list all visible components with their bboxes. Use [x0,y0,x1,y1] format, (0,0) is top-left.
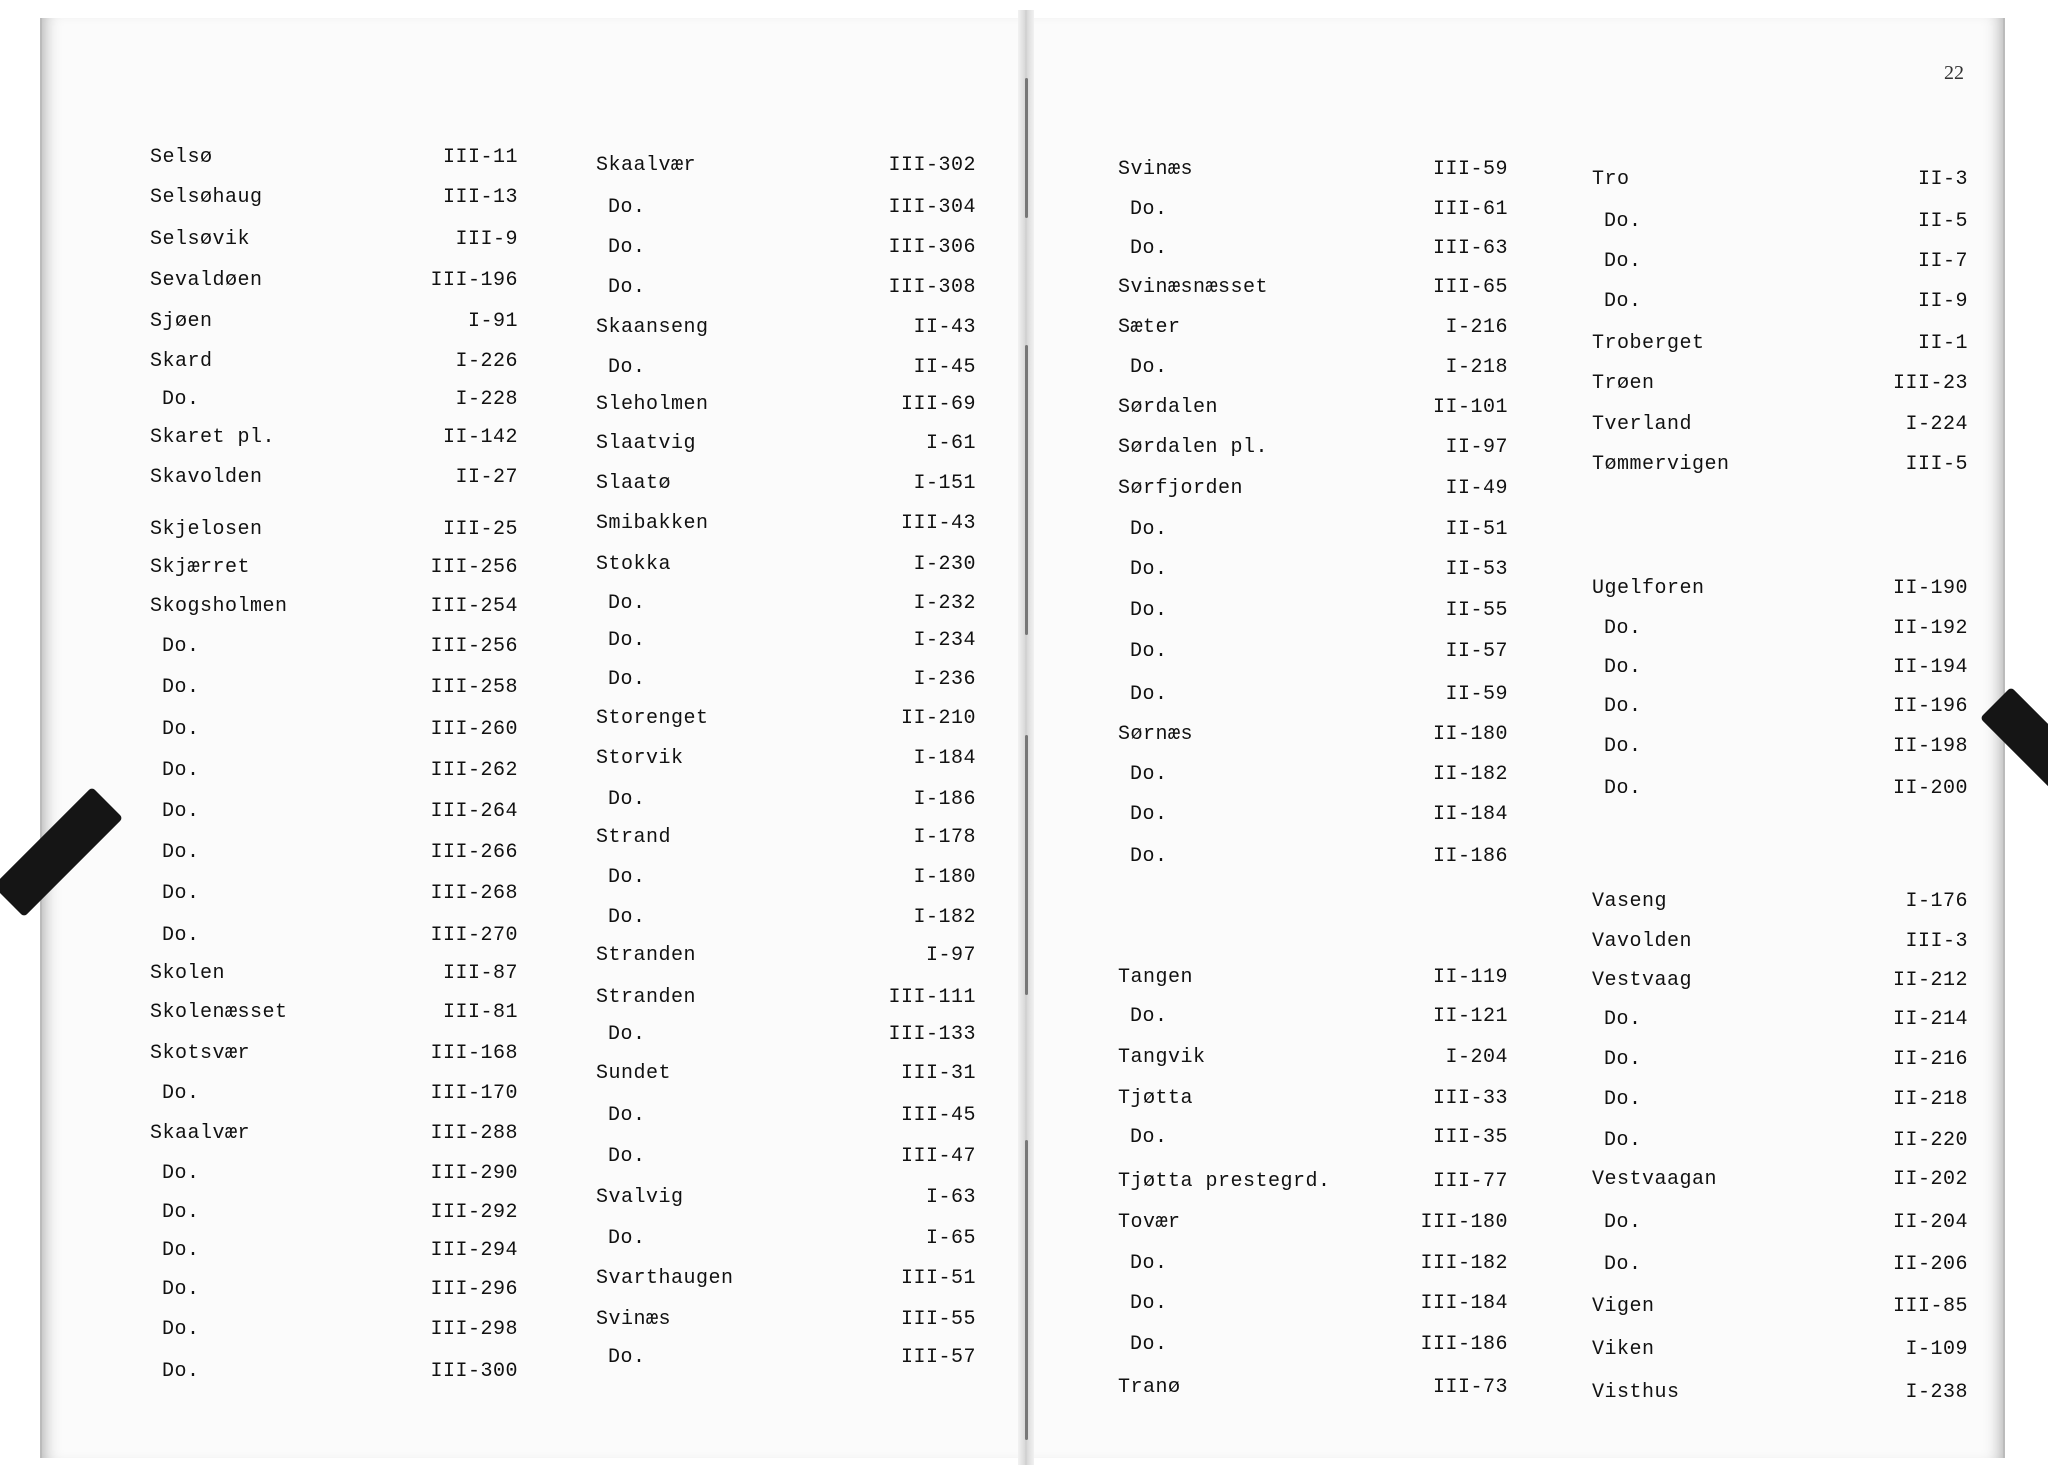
place-name: Smibakken [596,512,709,535]
place-name: Do. [1130,1126,1168,1149]
place-name: Stranden [596,944,697,967]
place-name: Selsø [150,146,213,169]
place-name: Sørdalen [1118,396,1219,419]
volume-reference: II-55 [1445,599,1509,622]
place-name: Skolen [150,962,226,985]
place-name: Tranø [1118,1376,1181,1399]
place-name: Vaseng [1592,890,1668,913]
place-name: Stranden [596,986,697,1009]
volume-reference: I-65 [926,1227,977,1250]
place-name: Do. [162,1318,200,1341]
volume-reference: I-176 [1905,890,1969,913]
place-name: Do. [1130,518,1168,541]
volume-reference: II-196 [1893,695,1969,718]
volume-reference: II-27 [455,466,519,489]
volume-reference: III-45 [901,1104,977,1127]
volume-reference: II-119 [1433,966,1509,989]
place-name: Do. [1130,803,1168,826]
volume-reference: III-186 [1420,1333,1509,1356]
volume-reference: III-260 [430,718,519,741]
volume-reference: III-77 [1433,1170,1509,1193]
volume-reference: II-214 [1893,1008,1969,1031]
volume-reference: III-306 [888,236,977,259]
volume-reference: III-5 [1905,453,1969,476]
place-name: Do. [608,629,646,652]
volume-reference: I-218 [1445,356,1509,379]
volume-reference: I-151 [913,472,977,495]
place-name: Do. [162,1082,200,1105]
volume-reference: III-264 [430,800,519,823]
place-name: Do. [1604,777,1642,800]
place-name: Sevaldøen [150,269,263,292]
volume-reference: II-184 [1433,803,1509,826]
place-name: Do. [1130,640,1168,663]
place-name: Ugelforen [1592,577,1705,600]
place-name: Do. [608,356,646,379]
volume-reference: III-270 [430,924,519,947]
place-name: Do. [1604,250,1642,273]
place-name: Skaanseng [596,316,709,339]
place-name: Do. [162,1201,200,1224]
volume-reference: II-212 [1893,969,1969,992]
volume-reference: III-85 [1893,1295,1969,1318]
place-name: Svinæs [1118,158,1194,181]
place-name: Do. [608,1346,646,1369]
volume-reference: II-182 [1433,763,1509,786]
place-name: Do. [1604,1008,1642,1031]
place-name: Svalvig [596,1186,684,1209]
place-name: Do. [608,1227,646,1250]
place-name: Do. [1130,558,1168,581]
volume-reference: III-294 [430,1239,519,1262]
volume-reference: II-192 [1893,617,1969,640]
volume-reference: II-218 [1893,1088,1969,1111]
volume-reference: III-59 [1433,158,1509,181]
place-name: Trøen [1592,372,1655,395]
place-name: Skjelosen [150,518,263,541]
volume-reference: III-296 [430,1278,519,1301]
place-name: Sjøen [150,310,213,333]
place-name: Tverland [1592,413,1693,436]
volume-reference: II-1 [1918,332,1969,355]
place-name: Do. [608,866,646,889]
place-name: Tangvik [1118,1046,1206,1069]
place-name: Do. [608,906,646,929]
place-name: Do. [1604,695,1642,718]
place-name: Do. [1130,1333,1168,1356]
place-name: Sundet [596,1062,672,1085]
place-name: Do. [608,1104,646,1127]
place-name: Tangen [1118,966,1194,989]
place-name: Do. [608,236,646,259]
place-name: Do. [162,759,200,782]
volume-reference: I-234 [913,629,977,652]
volume-reference: I-109 [1905,1338,1969,1361]
place-name: Do. [162,841,200,864]
volume-reference: I-180 [913,866,977,889]
volume-reference: III-55 [901,1308,977,1331]
place-name: Skaret pl. [150,426,276,449]
volume-reference: III-51 [901,1267,977,1290]
place-name: Do. [1604,1048,1642,1071]
place-name: Sørdalen pl. [1118,436,1269,459]
volume-reference: I-230 [913,553,977,576]
place-name: Do. [1130,845,1168,868]
volume-reference: II-204 [1893,1211,1969,1234]
volume-reference: I-236 [913,668,977,691]
place-name: Viken [1592,1338,1655,1361]
volume-reference: II-121 [1433,1005,1509,1028]
volume-reference: III-133 [888,1023,977,1046]
volume-reference: II-210 [901,707,977,730]
volume-reference: III-13 [443,186,519,209]
volume-reference: II-220 [1893,1129,1969,1152]
volume-reference: I-186 [913,788,977,811]
place-name: Do. [1130,1252,1168,1275]
place-name: Do. [162,635,200,658]
volume-reference: III-73 [1433,1376,1509,1399]
place-name: Strand [596,826,672,849]
place-name: Skjærret [150,556,251,579]
volume-reference: III-35 [1433,1126,1509,1149]
volume-reference: III-300 [430,1360,519,1383]
volume-reference: III-258 [430,676,519,699]
volume-reference: III-33 [1433,1087,1509,1110]
place-name: Do. [1130,1005,1168,1028]
place-name: Do. [608,788,646,811]
volume-reference: I-238 [1905,1381,1969,1404]
place-name: Selsøhaug [150,186,263,209]
volume-reference: III-23 [1893,372,1969,395]
volume-reference: III-308 [888,276,977,299]
place-name: Skaalvær [596,154,697,177]
place-name: Storenget [596,707,709,730]
volume-reference: II-57 [1445,640,1509,663]
place-name: Do. [1130,198,1168,221]
binding-stitch [1025,1140,1028,1440]
place-name: Selsøvik [150,228,251,251]
volume-reference: II-200 [1893,777,1969,800]
place-name: Do. [1604,617,1642,640]
volume-reference: III-288 [430,1122,519,1145]
volume-reference: III-57 [901,1346,977,1369]
binding-stitch [1025,345,1028,635]
place-name: Do. [1604,656,1642,679]
place-name: Do. [162,1360,200,1383]
place-name: Tjøtta [1118,1087,1194,1110]
place-name: Do. [1130,599,1168,622]
place-name: Do. [1130,683,1168,706]
volume-reference: III-168 [430,1042,519,1065]
place-name: Vavolden [1592,930,1693,953]
volume-reference: III-61 [1433,198,1509,221]
place-name: Skolenæsset [150,1001,288,1024]
place-name: Do. [162,676,200,699]
volume-reference: II-180 [1433,723,1509,746]
place-name: Do. [608,592,646,615]
volume-reference: II-7 [1918,250,1969,273]
place-name: Do. [608,668,646,691]
volume-reference: III-184 [1420,1292,1509,1315]
volume-reference: III-87 [443,962,519,985]
binding-stitch [1025,735,1028,995]
volume-reference: I-224 [1905,413,1969,436]
volume-reference: I-204 [1445,1046,1509,1069]
volume-reference: I-226 [455,350,519,373]
place-name: Troberget [1592,332,1705,355]
volume-reference: II-9 [1918,290,1969,313]
volume-reference: III-63 [1433,237,1509,260]
place-name: Svinæs [596,1308,672,1331]
volume-reference: II-216 [1893,1048,1969,1071]
place-name: Sørfjorden [1118,477,1244,500]
place-name: Svinæsnæsset [1118,276,1269,299]
volume-reference: II-198 [1893,735,1969,758]
place-name: Slaatvig [596,432,697,455]
volume-reference: III-11 [443,146,519,169]
volume-reference: I-184 [913,747,977,770]
place-name: Skogsholmen [150,595,288,618]
place-name: Do. [162,1239,200,1262]
volume-reference: I-182 [913,906,977,929]
place-name: Tro [1592,168,1630,191]
place-name: Do. [608,276,646,299]
volume-reference: III-298 [430,1318,519,1341]
place-name: Do. [1130,1292,1168,1315]
volume-reference: II-190 [1893,577,1969,600]
place-name: Do. [162,388,200,411]
binding-stitch [1025,78,1028,218]
place-name: Do. [162,882,200,905]
volume-reference: II-101 [1433,396,1509,419]
place-name: Tovær [1118,1211,1181,1234]
volume-reference: III-25 [443,518,519,541]
volume-reference: III-47 [901,1145,977,1168]
place-name: Sleholmen [596,393,709,416]
place-name: Sørnæs [1118,723,1194,746]
place-name: Slaatø [596,472,672,495]
place-name: Skaalvær [150,1122,251,1145]
volume-reference: III-256 [430,635,519,658]
volume-reference: II-194 [1893,656,1969,679]
volume-reference: I-97 [926,944,977,967]
volume-reference: II-5 [1918,210,1969,233]
place-name: Skard [150,350,213,373]
volume-reference: III-254 [430,595,519,618]
volume-reference: III-9 [455,228,519,251]
volume-reference: I-61 [926,432,977,455]
volume-reference: III-304 [888,196,977,219]
volume-reference: I-178 [913,826,977,849]
place-name: Vestvaag [1592,969,1693,992]
place-name: Do. [1130,356,1168,379]
place-name: Skavolden [150,466,263,489]
place-name: Vestvaagan [1592,1168,1718,1191]
place-name: Stokka [596,553,672,576]
volume-reference: III-31 [901,1062,977,1085]
place-name: Do. [608,1145,646,1168]
volume-reference: II-45 [913,356,977,379]
volume-reference: I-63 [926,1186,977,1209]
volume-reference: III-262 [430,759,519,782]
place-name: Do. [608,196,646,219]
place-name: Do. [608,1023,646,1046]
volume-reference: II-97 [1445,436,1509,459]
place-name: Tømmervigen [1592,453,1730,476]
place-name: Do. [1604,210,1642,233]
volume-reference: III-182 [1420,1252,1509,1275]
place-name: Do. [1604,1088,1642,1111]
volume-reference: I-91 [468,310,519,333]
place-name: Tjøtta prestegrd. [1118,1170,1331,1193]
place-name: Vigen [1592,1295,1655,1318]
place-name: Do. [1604,1129,1642,1152]
volume-reference: III-268 [430,882,519,905]
place-name: Do. [1604,1211,1642,1234]
volume-reference: III-43 [901,512,977,535]
place-name: Skotsvær [150,1042,251,1065]
volume-reference: III-266 [430,841,519,864]
volume-reference: II-43 [913,316,977,339]
volume-reference: I-216 [1445,316,1509,339]
page-number: 22 [1944,62,1964,84]
place-name: Do. [162,1278,200,1301]
volume-reference: III-65 [1433,276,1509,299]
volume-reference: III-196 [430,269,519,292]
place-name: Svarthaugen [596,1267,734,1290]
volume-reference: III-3 [1905,930,1969,953]
volume-reference: III-292 [430,1201,519,1224]
volume-reference: II-49 [1445,477,1509,500]
place-name: Do. [162,718,200,741]
volume-reference: II-53 [1445,558,1509,581]
volume-reference: II-142 [443,426,519,449]
place-name: Storvik [596,747,684,770]
volume-reference: II-202 [1893,1168,1969,1191]
place-name: Sæter [1118,316,1181,339]
place-name: Do. [162,924,200,947]
volume-reference: III-302 [888,154,977,177]
volume-reference: II-51 [1445,518,1509,541]
volume-reference: II-3 [1918,168,1969,191]
volume-reference: III-180 [1420,1211,1509,1234]
place-name: Do. [162,1162,200,1185]
volume-reference: I-228 [455,388,519,411]
volume-reference: III-170 [430,1082,519,1105]
volume-reference: III-290 [430,1162,519,1185]
place-name: Visthus [1592,1381,1680,1404]
volume-reference: II-59 [1445,683,1509,706]
volume-reference: II-186 [1433,845,1509,868]
volume-reference: III-111 [888,986,977,1009]
volume-reference: III-69 [901,393,977,416]
place-name: Do. [1604,1253,1642,1276]
volume-reference: I-232 [913,592,977,615]
place-name: Do. [162,800,200,823]
place-name: Do. [1604,290,1642,313]
volume-reference: III-256 [430,556,519,579]
volume-reference: II-206 [1893,1253,1969,1276]
place-name: Do. [1604,735,1642,758]
volume-reference: III-81 [443,1001,519,1024]
place-name: Do. [1130,237,1168,260]
place-name: Do. [1130,763,1168,786]
